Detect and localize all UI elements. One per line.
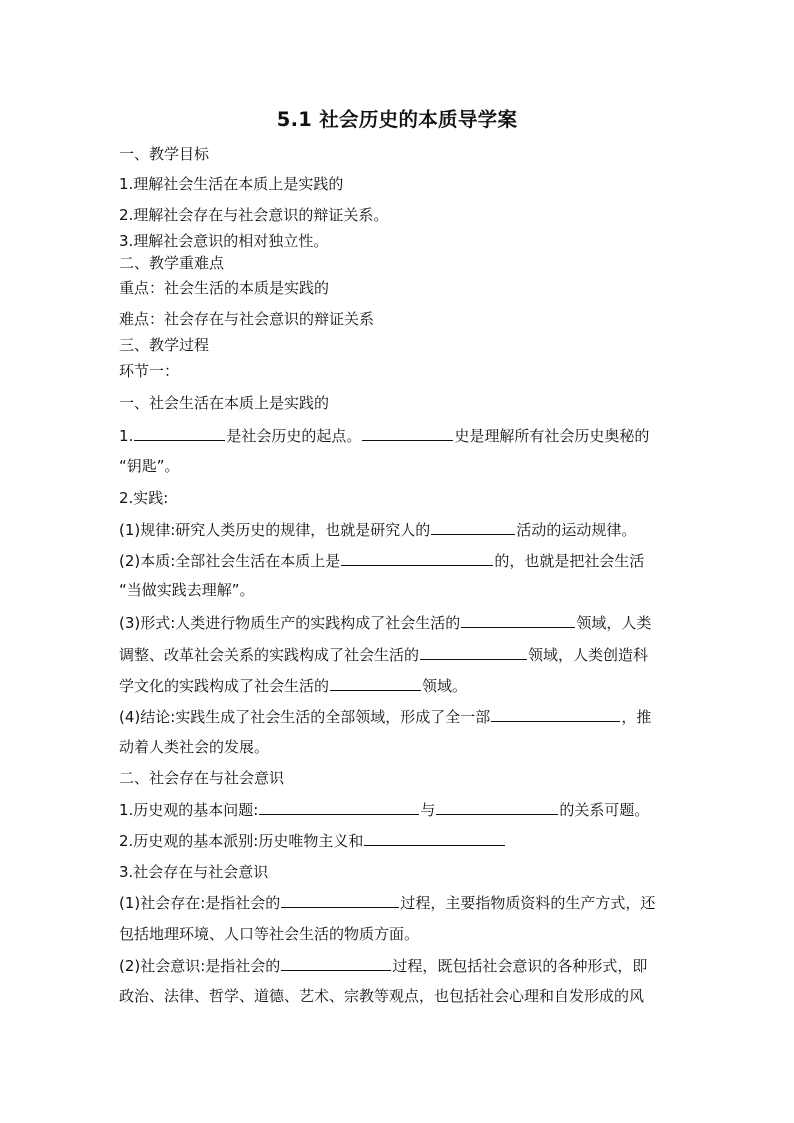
- practice-essence-continued: “当做实践去理解”。: [119, 581, 255, 599]
- social-existence-continued: 包括地理环境、人口等社会生活的物质方面。: [119, 925, 420, 943]
- question-number: 1.: [119, 427, 134, 445]
- document-title: 5.1 社会历史的本质导学案: [276, 108, 518, 131]
- question-text: 过程，主要指物质资料的生产方式，还: [400, 894, 656, 912]
- fill-blank[interactable]: [431, 519, 515, 535]
- question-text: 调整、改革社会关系的实践构成了社会生活的: [119, 646, 420, 664]
- fill-blank[interactable]: [461, 612, 575, 628]
- key-point: 重点：社会生活的本质是实践的: [119, 279, 330, 297]
- question-text: 与: [420, 801, 436, 819]
- question-text: 活动的运动规律。: [516, 521, 637, 539]
- objective-item-1: 1.理解社会生活在本质上是实践的: [119, 175, 344, 193]
- question-text: (1)社会存在:是指社会的: [119, 894, 281, 912]
- question-text: (1)规律:研究人类历史的规律，也就是研究人的: [119, 521, 431, 539]
- section-heading-objectives: 一、教学目标: [119, 145, 210, 163]
- history-schools-line: [119, 830, 506, 851]
- fill-blank[interactable]: [134, 425, 225, 441]
- social-existence-line: [119, 892, 655, 913]
- step-label: 环节一：: [119, 362, 180, 380]
- fill-blank[interactable]: [364, 830, 505, 846]
- part1-heading: 一、社会生活在本质上是实践的: [119, 394, 330, 412]
- question-text: 领域，人类创造科: [528, 646, 649, 664]
- question-text: (4)结论:实践生成了社会生活的全部领域，形成了全一部: [119, 708, 491, 726]
- question-text: (2)本质:全部社会生活在本质上是: [119, 552, 341, 570]
- question-text: (3)形式:人类进行物质生产的实践构成了社会生活的: [119, 614, 461, 632]
- question-text: 1.历史观的基本问题:: [119, 801, 259, 819]
- social-consciousness-line: [119, 955, 647, 976]
- fill-blank[interactable]: [491, 706, 620, 722]
- question-text: 的关系可题。: [559, 801, 650, 819]
- question-text: 史是理解所有社会历史奥秘的: [454, 427, 650, 445]
- objective-item-3: 3.理解社会意识的相对独立性。: [119, 232, 329, 250]
- section-heading-key-points: 二、教学重难点: [119, 254, 225, 272]
- fill-blank[interactable]: [259, 799, 419, 815]
- practice-essence-line: [119, 550, 644, 571]
- question-text: 2.历史观的基本派别:历史唯物主义和: [119, 832, 364, 850]
- section-heading-process: 三、教学过程: [119, 336, 210, 354]
- fill-blank[interactable]: [281, 892, 399, 908]
- question-text: 学文化的实践构成了社会生活的: [119, 677, 330, 695]
- question-text: (2)社会意识:是指社会的: [119, 957, 281, 975]
- question-text: 领域。: [422, 677, 468, 695]
- practice-conclusion-line: [119, 706, 651, 727]
- question-text: 过程，既包括社会意识的各种形式，即: [392, 957, 648, 975]
- part2-heading: 二、社会存在与社会意识: [119, 769, 285, 787]
- difficult-point: 难点：社会存在与社会意识的辩证关系: [119, 310, 375, 328]
- practice-law-line: [119, 519, 636, 540]
- practice-form-line-2: [119, 644, 648, 665]
- fill-blank[interactable]: [281, 955, 391, 971]
- existence-consciousness-label: 3.社会存在与社会意识: [119, 863, 269, 881]
- practice-label: 2.实践:: [119, 489, 169, 507]
- question-text: 的，也就是把社会生活: [494, 552, 645, 570]
- question-text: ，推: [621, 708, 652, 726]
- practice-conclusion-continued: 动着人类社会的发展。: [119, 738, 270, 756]
- practice-form-line-3: [119, 675, 467, 696]
- fill-blank[interactable]: [330, 675, 421, 691]
- fill-blank[interactable]: [362, 425, 453, 441]
- question-text: 是社会历史的起点。: [226, 427, 362, 445]
- question-1-line: [119, 425, 649, 446]
- objective-item-2: 2.理解社会存在与社会意识的辩证关系。: [119, 206, 389, 224]
- question-1-continued: “钥匙”。: [119, 457, 180, 475]
- social-consciousness-continued: 政治、法律、哲学、道德、艺术、宗教等观点，也包括社会心理和自发形成的风: [119, 987, 645, 1005]
- fill-blank[interactable]: [341, 550, 493, 566]
- question-text: 领域，人类: [576, 614, 652, 632]
- history-basic-question-line: [119, 799, 649, 820]
- practice-form-line-1: [119, 612, 651, 633]
- fill-blank[interactable]: [420, 644, 527, 660]
- fill-blank[interactable]: [436, 799, 558, 815]
